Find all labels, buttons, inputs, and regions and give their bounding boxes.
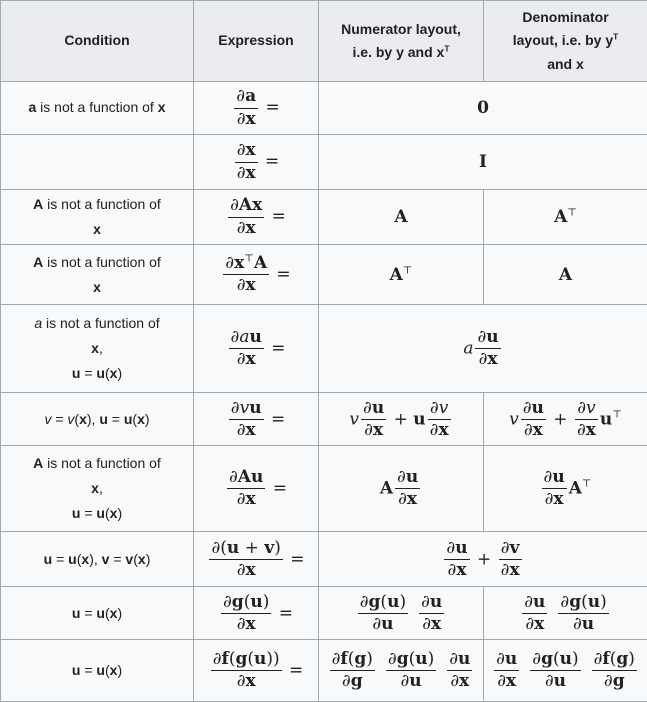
condition-cell: v = v(x), u = u(x) (1, 393, 194, 446)
denominator-layout-cell: $\frac{\partial u}{\partial x}$ A⊤ (484, 446, 647, 532)
denominator-layout-cell: $\frac{\partial u}{\partial x}$ $\frac{\partial g(u)}{\partial u}$ $\frac{\partial f(g)}{\partial g}$ (484, 640, 647, 702)
table-row (1, 305, 647, 393)
numerator-layout-cell: A (319, 190, 484, 245)
table-row (1, 587, 647, 640)
table-row (1, 245, 647, 305)
merged-layout-cell: a $\frac{\partial u}{\partial x}$ (319, 305, 647, 393)
numerator-layout-cell: A $\frac{\partial u}{\partial x}$ (319, 446, 484, 532)
table-row (1, 393, 647, 446)
numerator-layout-cell: v $\frac{\partial u}{\partial x}$ + u $\frac{\partial v}{\partial x}$ (319, 393, 484, 446)
condition-cell: A is not a function of x, u = u(x) (1, 446, 194, 532)
table-row (1, 135, 647, 190)
merged-layout-cell: $\frac{\partial u}{\partial x}$ + $\frac{\partial v}{\partial x}$ (319, 532, 647, 587)
table-row (1, 446, 647, 532)
expression-cell: $\frac{\partial x}{\partial x}$ = (194, 135, 319, 190)
expression-cell: $\frac{\partial(u + v)}{\partial x}$ = (194, 532, 319, 587)
expression-cell: $\frac{\partial au}{\partial x}$ = (194, 305, 319, 393)
merged-layout-cell: 0 (319, 82, 647, 135)
column-header-denominator-layout: Denominator layout, i.e. by $y^T$ and x (484, 1, 647, 82)
column-header-numerator-layout: Numerator layout, i.e. by y and $x^T$ (319, 1, 484, 82)
merged-layout-cell: I (319, 135, 647, 190)
condition-cell (1, 135, 194, 190)
table-body (1, 82, 647, 702)
table-row (1, 82, 647, 135)
denominator-layout-cell: v $\frac{\partial u}{\partial x}$ + $\frac{\partial v}{\partial x}$ u⊤ (484, 393, 647, 446)
numerator-layout-cell: $\frac{\partial g(u)}{\partial u}$ $\frac{\partial u}{\partial x}$ (319, 587, 484, 640)
expression-cell: $\frac{\partial a}{\partial x}$ = (194, 82, 319, 135)
table-row (1, 640, 647, 702)
header-row (1, 1, 647, 82)
numerator-layout-cell: $\frac{\partial f(g)}{\partial g}$ $\frac{\partial g(u)}{\partial u}$ $\frac{\partial u}{\partial x}$ (319, 640, 484, 702)
denominator-layout-cell: A⊤ (484, 190, 647, 245)
column-header-expression: Expression (194, 1, 319, 82)
condition-cell: u = u(x) (1, 587, 194, 640)
expression-cell: $\frac{\partial f(g(u))}{\partial x}$ = (194, 640, 319, 702)
denominator-layout-cell: A (484, 245, 647, 305)
condition-cell: A is not a function of x (1, 190, 194, 245)
condition-cell: u = u(x), v = v(x) (1, 532, 194, 587)
expression-cell: $\frac{\partial vu}{\partial x}$ = (194, 393, 319, 446)
condition-cell: A is not a function of x (1, 245, 194, 305)
expression-cell: $\frac{\partial g(u)}{\partial x}$ = (194, 587, 319, 640)
denominator-layout-cell: $\frac{\partial u}{\partial x}$ $\frac{\partial g(u)}{\partial u}$ (484, 587, 647, 640)
table-row (1, 532, 647, 587)
column-header-condition: Condition (1, 1, 194, 82)
condition-cell: u = u(x) (1, 640, 194, 702)
condition-cell: a is not a function of x (1, 82, 194, 135)
expression-cell: $\frac{\partial Au}{\partial x}$ = (194, 446, 319, 532)
table-row (1, 190, 647, 245)
condition-cell: a is not a function of x, u = u(x) (1, 305, 194, 393)
numerator-layout-cell: A⊤ (319, 245, 484, 305)
expression-cell: $\frac{\partial x^⊤A}{\partial x}$ = (194, 245, 319, 305)
table-header (1, 1, 647, 82)
expression-cell: $\frac{\partial Ax}{\partial x}$ = (194, 190, 319, 245)
